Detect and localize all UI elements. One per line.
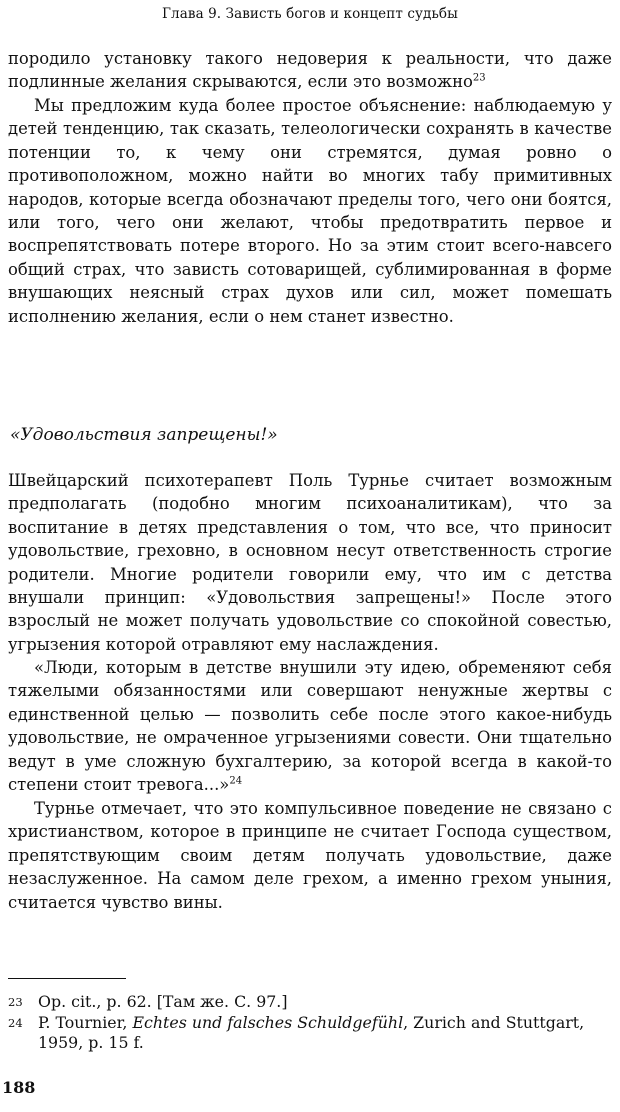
footnote-24: [8, 1013, 612, 1053]
quote-text: «Люди, которым в детстве внушили эту идею, обременяют себя тяжелыми обязанностями или совершают ненужные жертвы с единственной целью — позволить себе после этого какое-нибудь удовольствие, не омраченное угрызениями совести. Они тщательно ведут в уме сложную бухгалтерию, за которой всегда в какой-то степени стоит тревога...»: [8, 658, 612, 795]
paragraph-explanation: Мы предложим куда более простое объяснение: наблюдаемую у детей тенденцию, так сказать, телеологически сохранять в качестве потенции то, к чему они стремятся, думая ровно о противоположном, можно найти во многих табу примитивных народов, которые всегда обозначают пределы того, чего они боятся, или того, чего они желают, чтобы предотвратить первое и воспрепятствовать потере второго. Но за этим стоит всего-навсего общий страх, что зависть сотоварищей, сублимированная в форме внушающих неясный страх духов или сил, может помешать исполнению желания, если о нем станет известно.: [8, 96, 612, 326]
section-title: «Удовольствия запрещены!»: [10, 425, 278, 445]
paragraph-compulsive: Турнье отмечает, что это компульсивное поведение не связано с христианством, которое в принципе не считает Господа существом, препятствующим своим детям получать удовольствие, даже незаслуженное. На самом деле грехом, а именно грехом уныния, считается чувство вины.: [8, 799, 612, 912]
footnote-author: P. Tournier,: [38, 1013, 133, 1032]
running-head: Глава 9. Зависть богов и концепт судьбы: [162, 6, 458, 22]
paragraph-text: породило установку такого недоверия к реальности, что даже подлинные желания скрываются, если это возможно: [8, 49, 612, 92]
footnote-book-title: Echtes und falsches Schuldgefühl: [132, 1013, 404, 1032]
footnote-publication: , Zurich and Stuttgart, 1959, p. 15 f.: [38, 1013, 585, 1052]
footnote-text: Op. cit., p. 62. [Там же. С. 97.]: [38, 992, 288, 1011]
footnote-23: [8, 992, 612, 1012]
footnote-number: 24: [8, 1016, 23, 1030]
paragraph-tournier: Швейцарский психотерапевт Поль Турнье считает возможным предполагать (подобно многим психоаналитикам), что за воспитание в детях представления о том, что все, что приносит удовольствие, греховно, в основном несут ответственность строгие родители. Многие родители говорили ему, что им с детства внушали принцип: «Удовольствия запрещены!» После этого взрослый не может получать удовольствие со спокойной совестью, угрызения которой отравляют ему наслаждения.: [8, 471, 612, 654]
footnote-ref-23[interactable]: 23: [472, 72, 486, 84]
footnote-ref-24[interactable]: 24: [229, 775, 243, 787]
footnote-divider: [8, 978, 126, 979]
paragraph-quote: [8, 656, 612, 796]
footnote-number: 23: [8, 995, 23, 1009]
paragraph-continuation: [8, 47, 612, 94]
footnote-text: [8, 1013, 612, 1053]
page-number: 188: [2, 1078, 36, 1097]
